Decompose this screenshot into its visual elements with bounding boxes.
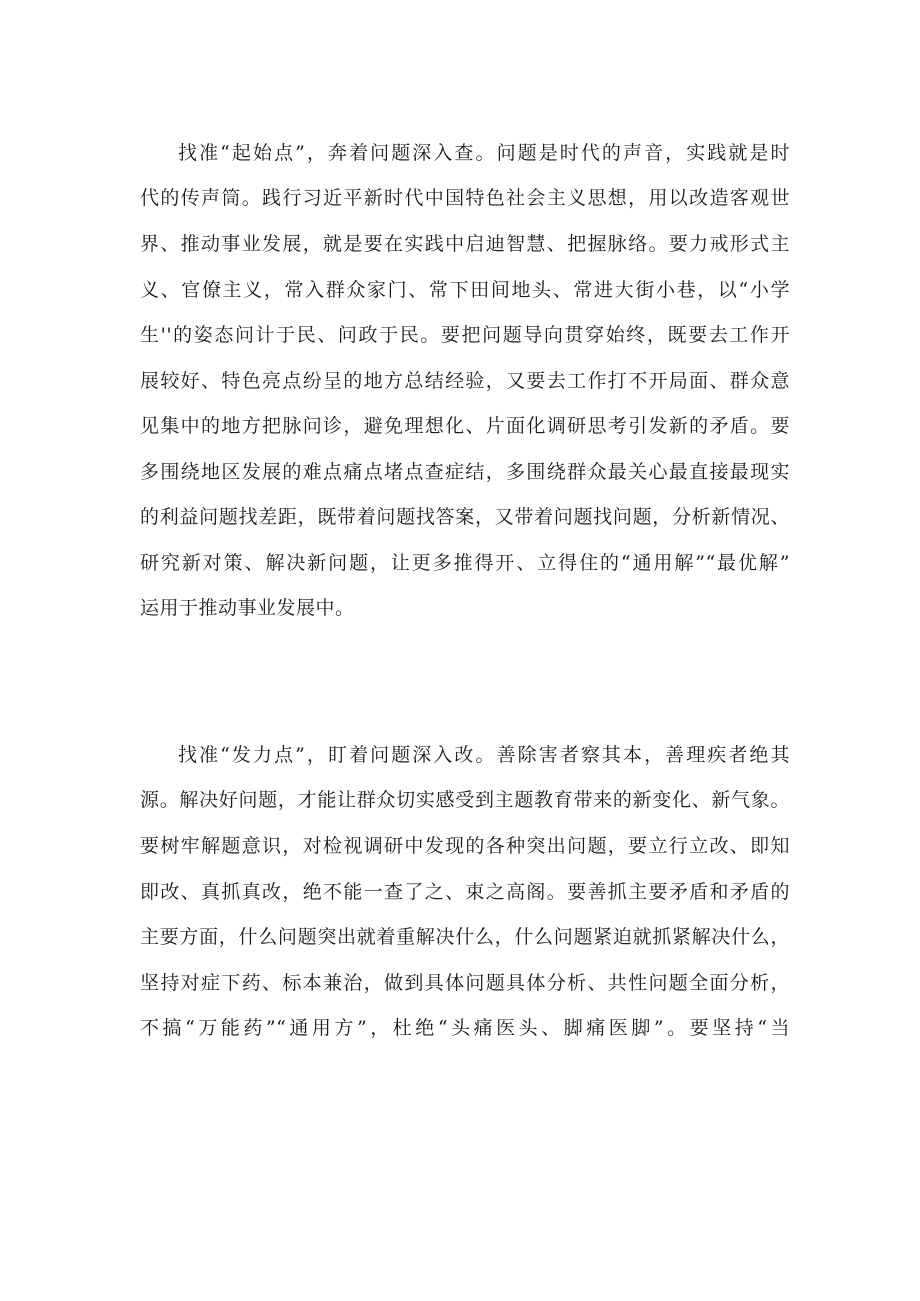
paragraph-line: 展较好、特色亮点纷呈的地方总结经验，又要去工作打不开局面、群众意	[140, 370, 790, 392]
paragraph-line: 的利益问题找差距，既带着问题找答案，又带着问题找问题，分析新情况、	[140, 506, 790, 528]
paragraph-line: 界、推动事业发展，就是要在实践中启迪智慧、把握脉络。要力戒形式主	[140, 233, 790, 255]
paragraph-line: 坚持对症下药、标本兼治，做到具体问题具体分析、共性问题全面分析，	[140, 972, 790, 994]
paragraph-line: 找准“起始点”，奔着问题深入查。问题是时代的声音，实践就是时	[178, 142, 790, 164]
paragraph-line: 运用于推动事业发展中。	[140, 597, 355, 619]
paragraph-line: 不搞“万能药”“通用方”，杜绝“头痛医头、脚痛医脚”。要坚持“当	[140, 1017, 790, 1039]
paragraph-line: 义、官僚主义，常入群众家门、常下田间地头、常进大街小巷，以“小学	[140, 279, 790, 301]
paragraph-line: 即改、真抓真改，绝不能一查了之、束之高阁。要善抓主要矛盾和矛盾的	[140, 881, 790, 903]
paragraph-line: 研究新对策、解决新问题，让更多推得开、立得住的“通用解”“最优解”	[140, 552, 790, 574]
paragraph-line: 主要方面，什么问题突出就着重解决什么，什么问题紧迫就抓紧解决什么，	[140, 926, 790, 948]
paragraph-line: 找准“发力点”，盯着问题深入改。善除害者察其本，善理疾者绝其	[178, 744, 790, 766]
paragraph-line: 生''的姿态问计于民、问政于民。要把问题导向贯穿始终，既要去工作开	[140, 324, 790, 346]
paragraph-line: 多围绕地区发展的难点痛点堵点查症结，多围绕群众最关心最直接最现实	[140, 461, 790, 483]
paragraph-line: 代的传声筒。践行习近平新时代中国特色社会主义思想，用以改造客观世	[140, 187, 790, 209]
paragraph-line: 要树牢解题意识，对检视调研中发现的各种突出问题，要立行立改、即知	[140, 835, 790, 857]
paragraph-line: 源。解决好问题，才能让群众切实感受到主题教育带来的新变化、新气象。	[140, 789, 790, 811]
paragraph-line: 见集中的地方把脉问诊，避免理想化、片面化调研思考引发新的矛盾。要	[140, 415, 790, 437]
